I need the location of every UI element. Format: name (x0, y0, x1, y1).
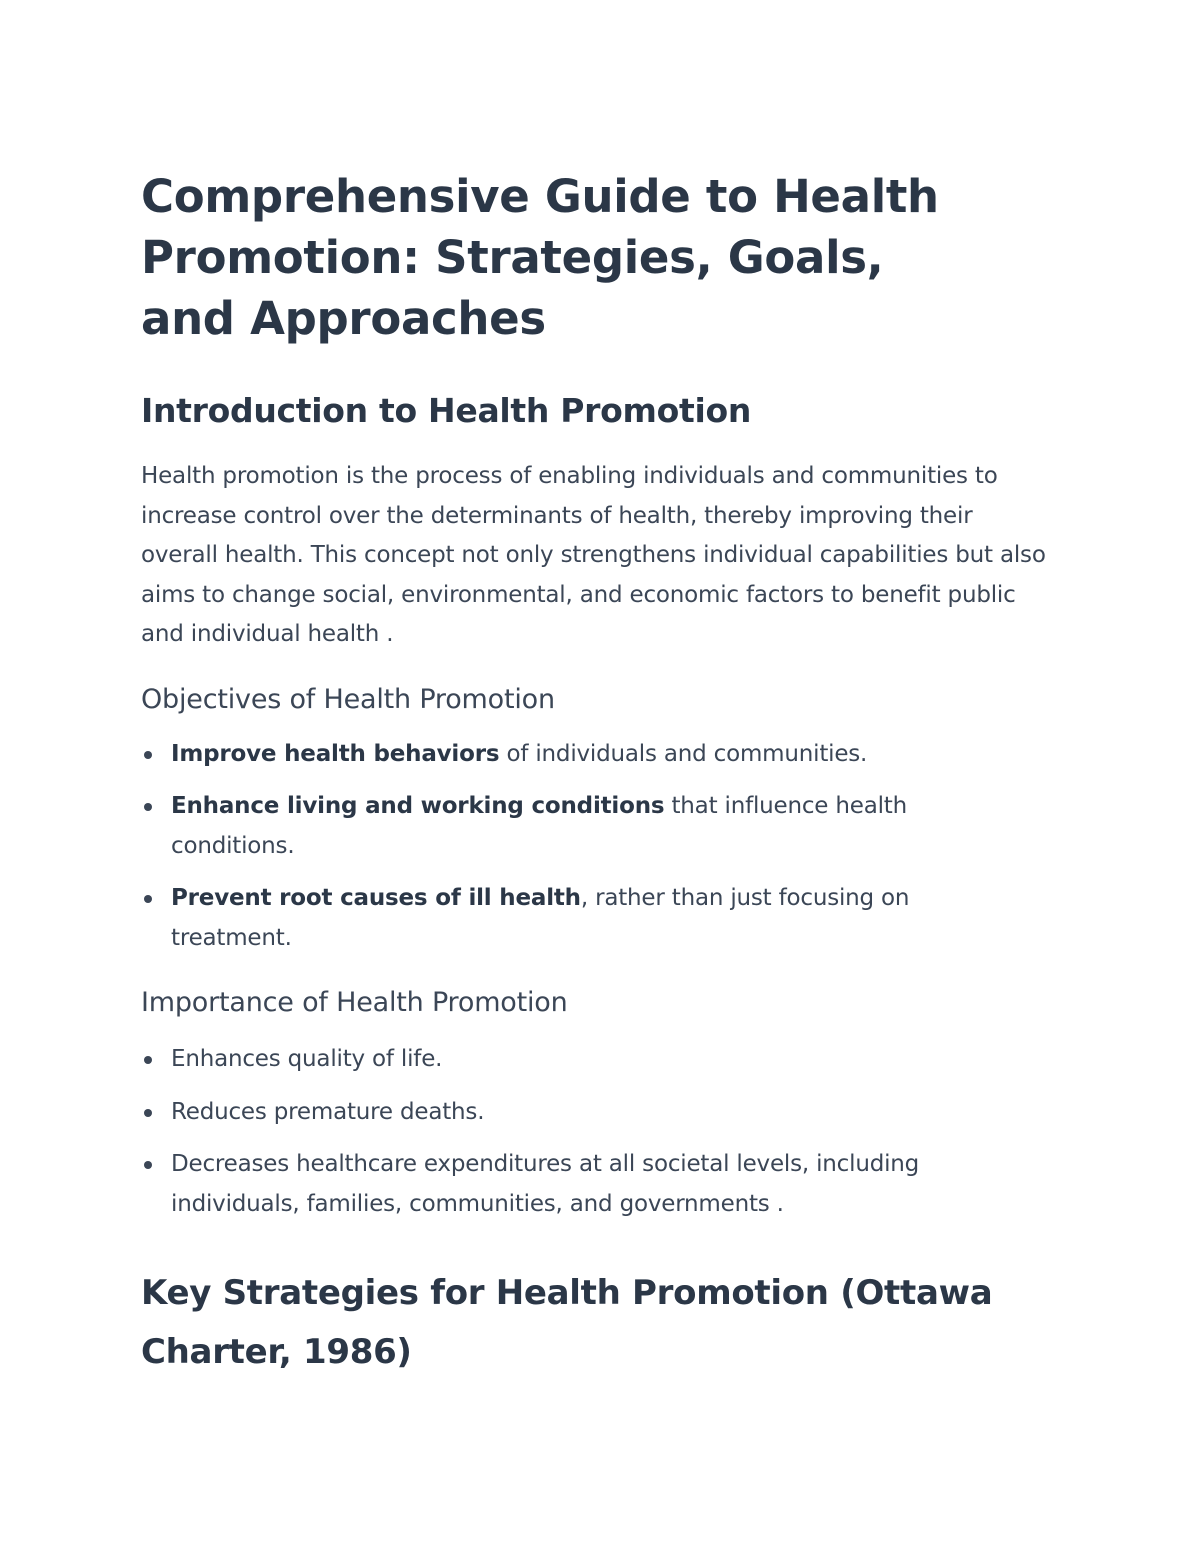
bullet-icon (144, 803, 152, 811)
list-item (141, 879, 1001, 958)
list-item-bold: Prevent root causes of ill health (171, 885, 581, 911)
list-item-bold: Improve health behaviors (171, 740, 500, 767)
list-item (141, 787, 1001, 866)
section-heading-introduction: Introduction to Health Promotion (141, 391, 752, 430)
list-item (141, 1040, 1001, 1080)
objectives-list (141, 735, 1060, 959)
bullet-icon (144, 1056, 152, 1064)
bullet-icon (144, 751, 152, 759)
intro-paragraph: Health promotion is the process of enabling individuals and communities to increase control over the determinants of health, thereby improving their overall health. This concept not only strengthens individual capabilities but also aims to change social, environmental, and economic factors to benefit public and individual health . (141, 463, 1046, 647)
subheading-importance: Importance of Health Promotion (141, 987, 568, 1018)
list-item-text: Reduces premature deaths. (171, 1098, 485, 1125)
list-item-bold: Enhance living and working conditions (171, 793, 665, 819)
list-item-text: that influence health conditions. (171, 793, 907, 859)
importance-list (141, 1040, 1060, 1224)
list-item-text: of individuals and communities. (499, 740, 868, 767)
document-title: Comprehensive Guide to Health Promotion: Strategies, Goals, and Approaches (141, 170, 939, 345)
list-item-text: , rather than just focusing on treatment. (171, 885, 910, 951)
bullet-icon (144, 895, 152, 903)
list-item (141, 735, 1001, 775)
bullet-icon (144, 1161, 152, 1169)
list-item-text: Decreases healthcare expenditures at all societal levels, including individuals, families, communities, and governments . (171, 1151, 920, 1217)
list-item (141, 1093, 1001, 1133)
section-heading-key-strategies: Key Strategies for Health Promotion (Ottawa Charter, 1986) (141, 1273, 993, 1372)
list-item (141, 1145, 1001, 1224)
bullet-icon (144, 1109, 152, 1117)
subheading-objectives: Objectives of Health Promotion (141, 683, 555, 715)
list-item-text: Enhances quality of life. (171, 1046, 443, 1072)
